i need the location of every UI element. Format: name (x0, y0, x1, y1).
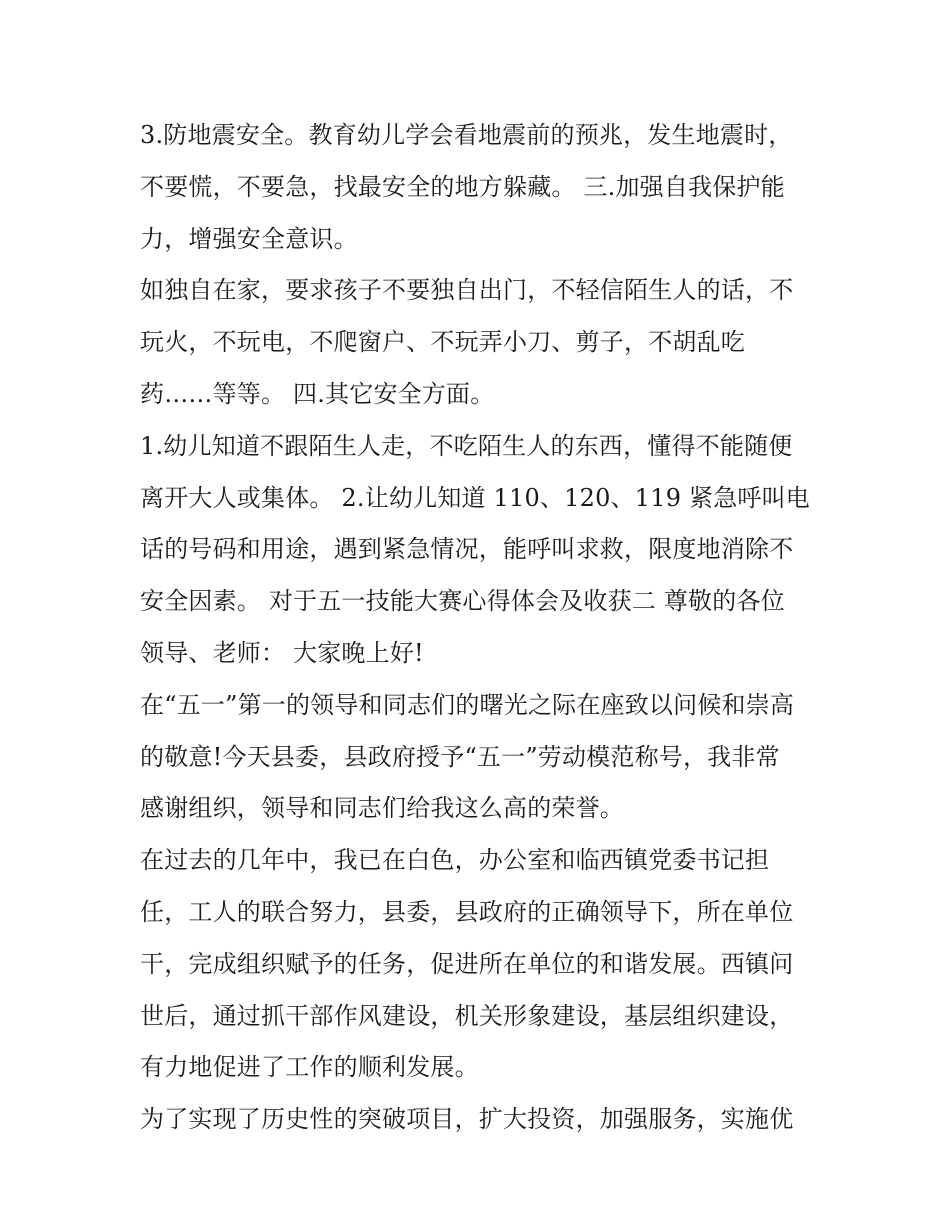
text-line: 在“五一”第一的领导和同志们的曙光之际在座致以问候和崇高 (140, 690, 795, 719)
text-line: 在过去的几年中，我已在白色，办公室和临西镇党委书记担 (140, 846, 770, 875)
text-line: 世后，通过抓干部作风建设，机关形象建设，基层组织建设， (140, 1001, 794, 1030)
text-line: 玩火，不玩电，不爬窗户、不玩弄小刀、剪子，不胡乱吃 (140, 328, 745, 357)
text-line: 任，工人的联合努力，县委，县政府的正确领导下，所在单位 (140, 897, 794, 926)
text-line: 领导、老师： 大家晚上好! (140, 638, 424, 667)
text-line: 话的号码和用途，遇到紧急情况，能呼叫求救，限度地消除不 (140, 535, 794, 564)
text-line: 干，完成组织赋予的任务，促进所在单位的和谐发展。西镇问 (140, 949, 794, 978)
document-body (140, 110, 820, 1146)
text-line: 为了实现了历史性的突破项目，扩大投资，加强服务，实施优 (140, 1105, 794, 1134)
text-line: 1.幼儿知道不跟陌生人走，不吃陌生人的东西，懂得不能随便 (140, 431, 793, 460)
text-line: 感谢组织，领导和同志们给我这么高的荣誉。 (140, 794, 624, 823)
text-line: 药……等等。 四.其它安全方面。 (140, 379, 495, 408)
text-line: 力，增强安全意识。 (140, 224, 358, 253)
text-line: 的敬意!今天县委，县政府授予“五一”劳动模范称号，我非常 (140, 742, 780, 771)
text-line: 3.防地震安全。教育幼儿学会看地震前的预兆，发生地震时， (140, 121, 793, 149)
text-line: 离开大人或集体。 2.让幼儿知道 110、120、119 紧急呼叫电 (140, 483, 811, 512)
text-line: 安全因素。 对于五一技能大赛心得体会及收获二 尊敬的各位 (140, 587, 785, 616)
text-line: 如独自在家，要求孩子不要独自出门，不轻信陌生人的话，不 (140, 276, 794, 305)
text-line: 有力地促进了工作的顺利发展。 (140, 1053, 479, 1082)
text-line: 不要慌，不要急，找最安全的地方躲藏。 三.加强自我保护能 (140, 172, 785, 201)
